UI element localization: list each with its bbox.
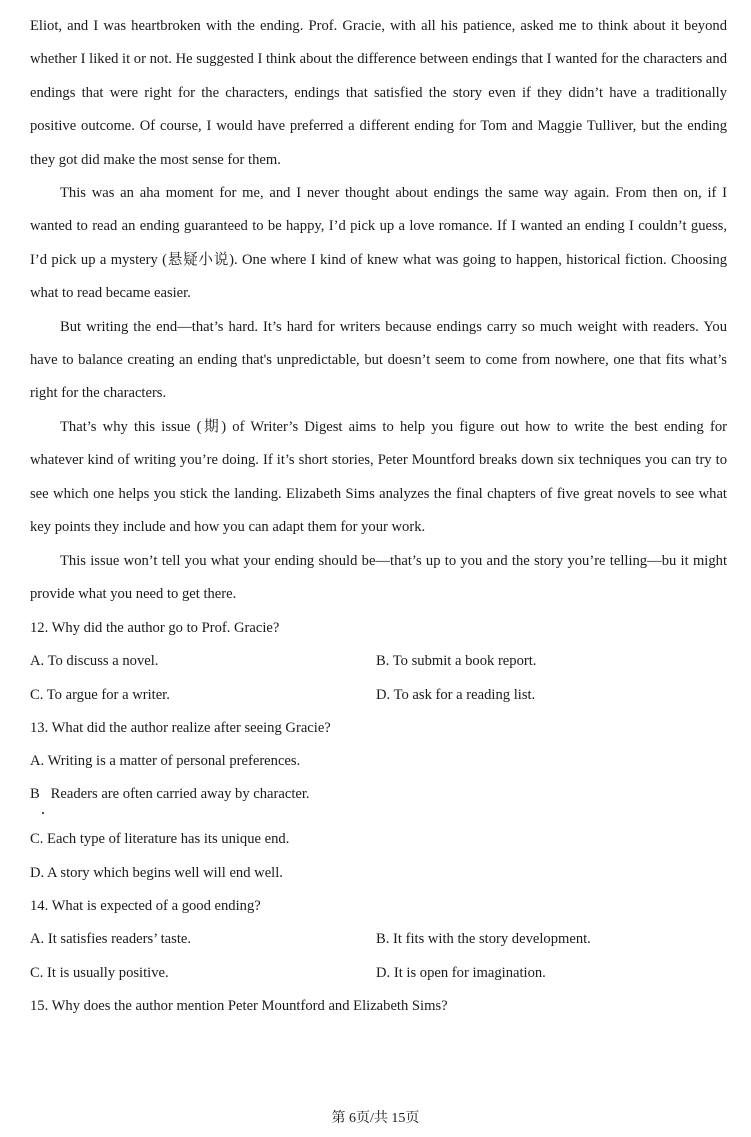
question-13-option-a: A. Writing is a matter of personal preferences. [30,753,301,769]
question-12-option-c: C. To argue for a writer. [30,687,170,703]
page-number-footer: 第 6页/共 15页 [331,1111,420,1126]
question-14-option-c: C. It is usually positive. [30,965,169,981]
question-13-option-b: B Readers are often carried away by character. [30,786,310,802]
passage-paragraph-3: But writing the end—that’s hard. It’s hard for writers because endings carry so much weight with readers. You have to balance creating an ending that's unpredictable, but doesn’t seem to come from nowhere, one that fits what’s right for the characters. [30,318,727,402]
passage-paragraph-1: Eliot, and I was heartbroken with the ending. Prof. Gracie, with all his patience, asked me to think about it beyond whether I liked it or not. He suggested I think about the difference between endings that I wanted for the characters and endings that were right for the characters, endings that satisfied the story even if they didn’t have a traditionally positive outcome. Of course, I would have preferred a different ending for Tom and Maggie Tulliver, but the ending they got did make the most sense for them. [30,18,727,168]
passage-paragraph-4: That’s why this issue (期) of Writer’s Digest aims to help you figure out how to write the best ending for whatever kind of writing you’re doing. If it’s short stories, Peter Mountford breaks down six techniques you can try to see which one helps you stick the landing. Elizabeth Sims analyzes the final chapters of five great novels to see what key points they include and how you can adapt them for your work. [30,418,727,536]
question-12-stem: 12. Why did the author go to Prof. Gracie? [30,620,280,636]
passage-paragraph-5: This issue won’t tell you what your ending should be—that’s up to you and the story you’re telling—bu it might provide what you need to get there. [30,552,727,602]
reading-passage [30,10,727,611]
question-13-option-c: C. Each type of literature has its unique end. [30,831,290,847]
question-14-option-b: B. It fits with the story development. [376,931,591,947]
question-14-stem: 14. What is expected of a good ending? [30,898,261,914]
question-12-option-b: B. To submit a book report. [376,653,537,669]
passage-paragraph-2: This was an aha moment for me, and I never thought about endings the same way again. From then on, if I wanted to read an ending guaranteed to be happy, I’d pick up a love romance. If I wanted an ending I couldn’t guess, I’d pick up a mystery (悬疑小说). One where I kind of knew what was going to happen, historical fiction. Choosing what to read became easier. [30,185,727,302]
question-13-option-d: D. A story which begins well will end well. [30,865,283,881]
stray-dot-mark [42,812,44,814]
question-15-stem: 15. Why does the author mention Peter Mountford and Elizabeth Sims? [30,998,448,1014]
question-12-option-d: D. To ask for a reading list. [376,687,536,703]
question-12-option-a: A. To discuss a novel. [30,653,159,669]
question-13-stem: 13. What did the author realize after seeing Gracie? [30,720,331,736]
question-14-option-a: A. It satisfies readers’ taste. [30,931,192,947]
question-14-option-d: D. It is open for imagination. [376,965,546,981]
